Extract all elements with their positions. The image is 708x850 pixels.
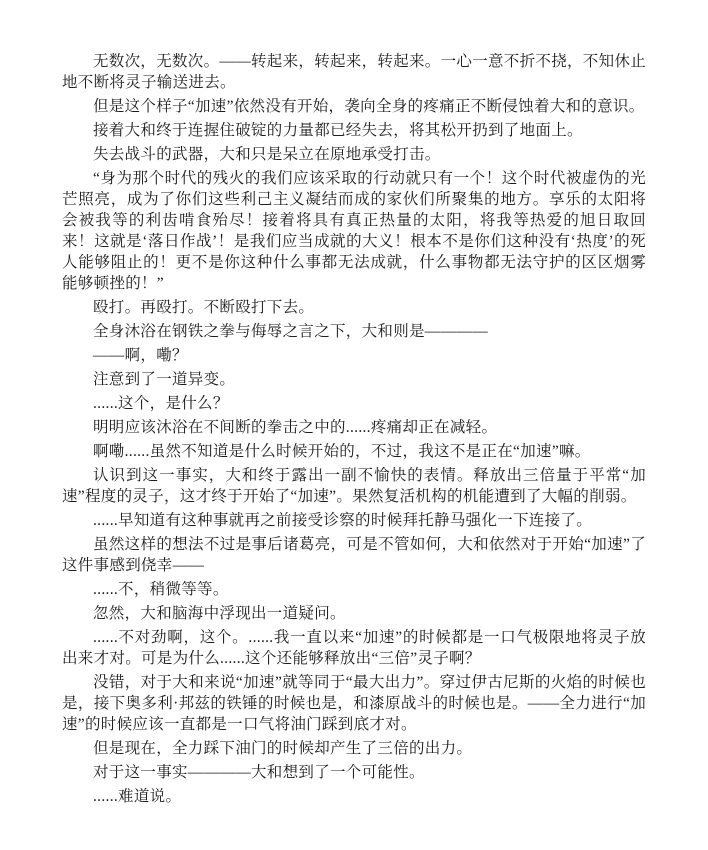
paragraph: 啊嘞......虽然不知道是什么时候开始的，不过，我这不是正在“加速”嘛。 (93, 443, 591, 460)
paragraph: ......不对劲啊，这个。......我一直以来“加速”的时候都是一口气极限地将灵子放出来才对。可是为什么......这个还能够释放出“三倍”灵子啊？ (62, 629, 646, 667)
paragraph: ......难道说。 (93, 788, 182, 805)
paragraph: 没错，对于大和来说“加速”就等同于“最大出力”。穿过伊古尼斯的火焰的时候也是，接下奥多利·邦兹的铁锤的时候也是，和漆原战斗的时候也是。——全力进行“加速”的时候应该一直都是一口气将油门踩到底才对。 (62, 674, 646, 733)
paragraph: 但是这个样子“加速”依然没有开始，袭向全身的疼痛正不断侵蚀着大和的意识。 (93, 98, 645, 115)
paragraph: ......早知道有这种事就再之前接受诊察的时候拜托静马强化一下连接了。 (93, 512, 593, 529)
paragraph: 全身沐浴在钢铁之拳与侮辱之言之下，大和则是———— (93, 323, 489, 340)
paragraph: 明明应该沐浴在不间断的拳击之中的......疼痛却正在减轻。 (93, 419, 498, 436)
paragraph: 失去战斗的武器，大和只是呆立在原地承受打击。 (93, 146, 441, 163)
paragraph: ——啊，嘞？ (93, 347, 188, 364)
paragraph: 接着大和终于连握住破锭的力量都已经失去，将其松开扔到了地面上。 (93, 122, 583, 139)
paragraph: 殴打。再殴打。不断殴打下去。 (93, 299, 315, 316)
paragraph: 注意到了一道异变。 (93, 371, 236, 388)
paragraph: 认识到这一事实，大和终于露出一副不愉快的表情。释放出三倍量于平常“加速”程度的灵子，这才终于开始了“加速”。果然复活机构的机能遭到了大幅的削弱。 (62, 467, 646, 505)
paragraph: 虽然这样的想法不过是事后诸葛亮，可是不管如何，大和依然对于开始“加速”了这件事感到侥幸—— (62, 536, 646, 574)
paragraph: 对于这一事实————大和想到了一个可能性。 (93, 764, 425, 781)
paragraph: ......这个，是什么？ (93, 395, 229, 412)
paragraph: ......不，稍微等等。 (93, 581, 229, 598)
paragraph: 无数次，无数次。——转起来，转起来，转起来。一心一意不折不挠，不知休止地不断将灵子输送进去。 (62, 53, 647, 91)
paragraph: “身为那个时代的残火的我们应该采取的行动就只有一个！这个时代被虚伪的光芒照亮，成为了你们这些利己主义凝结而成的家伙们所聚集的地方。享乐的太阳将会被我等的利齿啃食殆尽！接着将具有真正热量的太阳，将我等热爱的旭日取回来！这就是‘落日作战’！是我们应当成就的大义！根本不是你们这种没有‘热度’的死人能够阻止的！更不是你这种什么事都无法成就，什么事物都无法守护的区区烟雾能够顿挫的！” (62, 170, 646, 292)
paragraph: 但是现在，全力踩下油门的时候却产生了三倍的出力。 (93, 740, 473, 757)
novel-text-block (62, 51, 646, 807)
paragraph: 忽然，大和脑海中浮现出一道疑问。 (93, 605, 346, 622)
